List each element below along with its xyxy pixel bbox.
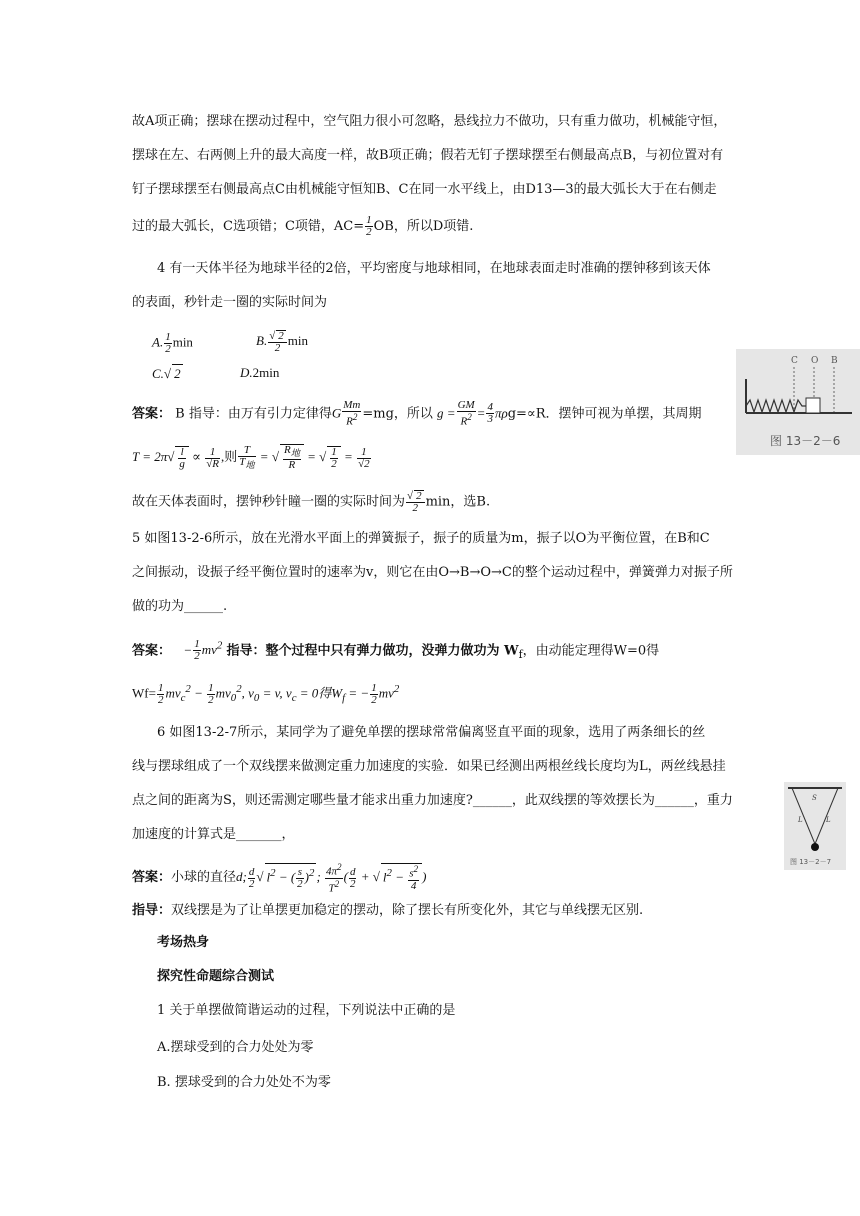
text-line: 之间振动，设振子经平衡位置时的速率为v，则它在由O→B→O→C的整个运动过程中，弹簧弹力对振子所: [132, 565, 733, 580]
text-line: 加速度的计算式是_______，: [132, 827, 295, 842]
text-line: 钉子摆球摆至右侧最高点C由机械能守恒知B、C在同一水平线上，由D13—3的最大弧长大于在右侧走: [132, 182, 717, 197]
answer-5: 答案： − $\frac{1}{2}$ $mv^2$ 指导：整个过程中只有弹力做功，没弹力做功为 $W_f$，由动能定理得W=0得: [132, 638, 660, 663]
label-o: O: [811, 356, 819, 366]
text-segment: OB，所以D项错.: [373, 219, 474, 234]
option-b: B. $\frac{√ 2}{2}$ min: [256, 330, 308, 354]
guide-6: 指导：双线摆是为了让单摆更加稳定的摆动，除了摆长有所变化外，其它与单线摆无区别.: [132, 903, 644, 918]
figure-13-2-6: [736, 349, 860, 455]
section-heading: 探究性命题综合测试: [157, 969, 275, 984]
text-line: 做的功为______.: [132, 599, 228, 614]
option-c: C.√ 2: [152, 366, 181, 381]
figure-13-2-7: [784, 782, 846, 870]
question-5-line: 5 如图13-2-6所示，放在光滑水平面上的弹簧振子，振子的质量为m，振子以O为平衡位置，在B和C: [132, 531, 710, 546]
text-line: 线与摆球组成了一个双线摆来做测定重力加速度的实验．如果已经测出两根丝线长度均为L，两丝线悬挂: [132, 759, 726, 774]
text-segment: 过的最大弧长，C选项错；C项错，AC=: [132, 219, 365, 234]
test-question-1: 1 关于单摆做简谐运动的过程，下列说法中正确的是: [157, 1003, 456, 1018]
answer-4: 答案： B 指导：由万有引力定律得G $\frac{Mm}{R^2}$ =mg，所以 g = $\frac{GM}{R^2}$ = $\frac{4}{3}$ πρg=∝R．摆钟可视为单摆，其周期: [132, 399, 702, 428]
figure-caption: 图 13－2－6: [770, 434, 841, 448]
answer-6: 答案：小球的直径d; $\frac{d}{2}$ √ $l^2$ − ( $\frac{s}{2}$ )$^2$ ; $\frac{4\pi^2}{T^2}$ ( $\frac{d}{2}$ + √ $l^2$ − $\frac{s^2}{4}$ ): [132, 862, 427, 895]
label-c: C: [791, 356, 798, 366]
fraction: $\frac{1}{2}$: [366, 214, 372, 238]
option-a: A. $\frac{1}{2}$ min: [152, 331, 193, 355]
text-line: 的表面，秒针走一圈的实际时间为: [132, 295, 328, 310]
text-line: 点之间的距离为S，则还需测定哪些量才能求出重力加速度?______，此双线摆的等效摆长为______，重力: [132, 793, 733, 808]
figure-caption: 图 13－2－7: [790, 858, 832, 866]
label-b: B: [831, 356, 838, 366]
option-d: D.2min: [240, 365, 280, 380]
question-6-line: 6 如图13-2-7所示，某同学为了避免单摆的摆球常常偏离竖直平面的现象，选用了两条细长的丝: [157, 725, 706, 740]
section-heading: 考场热身: [157, 935, 210, 950]
answer-5-formula: Wf= $\frac{1}{2}$ $mv_c^2$ − $\frac{1}{2}$ $mv_0^2$, $v_0 = v$, $v_c = 0$得$W_f$ = − $\frac{1}{2}$ $mv^2$: [132, 681, 400, 706]
period-formula: T = 2π√ $\frac{l}{g}$ ∝ $\frac{1}{√R}$ ,则 $\frac{T}{T_地}$ = √ $\frac{R_地}{R}$ = √ $\frac{1}{2}$ = $\frac{1}{√2}$: [132, 444, 370, 472]
text-line: [132, 215, 473, 238]
label-l-left: L: [798, 816, 803, 824]
question-4-line: 4 有一天体半径为地球半径的2倍，平均密度与地球相同，在地球表面走时准确的摆钟移到该天体: [157, 261, 711, 276]
answer-4-conclusion: 故在天体表面时，摆钟秒针瞳一圈的实际时间为 $\frac{√ 2}{2}$ min，选B.: [132, 490, 491, 514]
label-l-right: L: [826, 816, 831, 824]
text-line: 故A项正确；摆球在摆动过程中，空气阻力很小可忽略，悬线拉力不做功，只有重力做功，机械能守恒，: [132, 114, 727, 129]
label-s: S: [812, 794, 817, 802]
test-option-a: A.摆球受到的合力处处为零: [157, 1040, 314, 1055]
text-line: 摆球在左、右两侧上升的最大高度一样，故B项正确；假若无钉子摆球摆至右侧最高点B，与初位置对有: [132, 148, 724, 163]
test-option-b: B. 摆球受到的合力处处不为零: [157, 1075, 331, 1090]
